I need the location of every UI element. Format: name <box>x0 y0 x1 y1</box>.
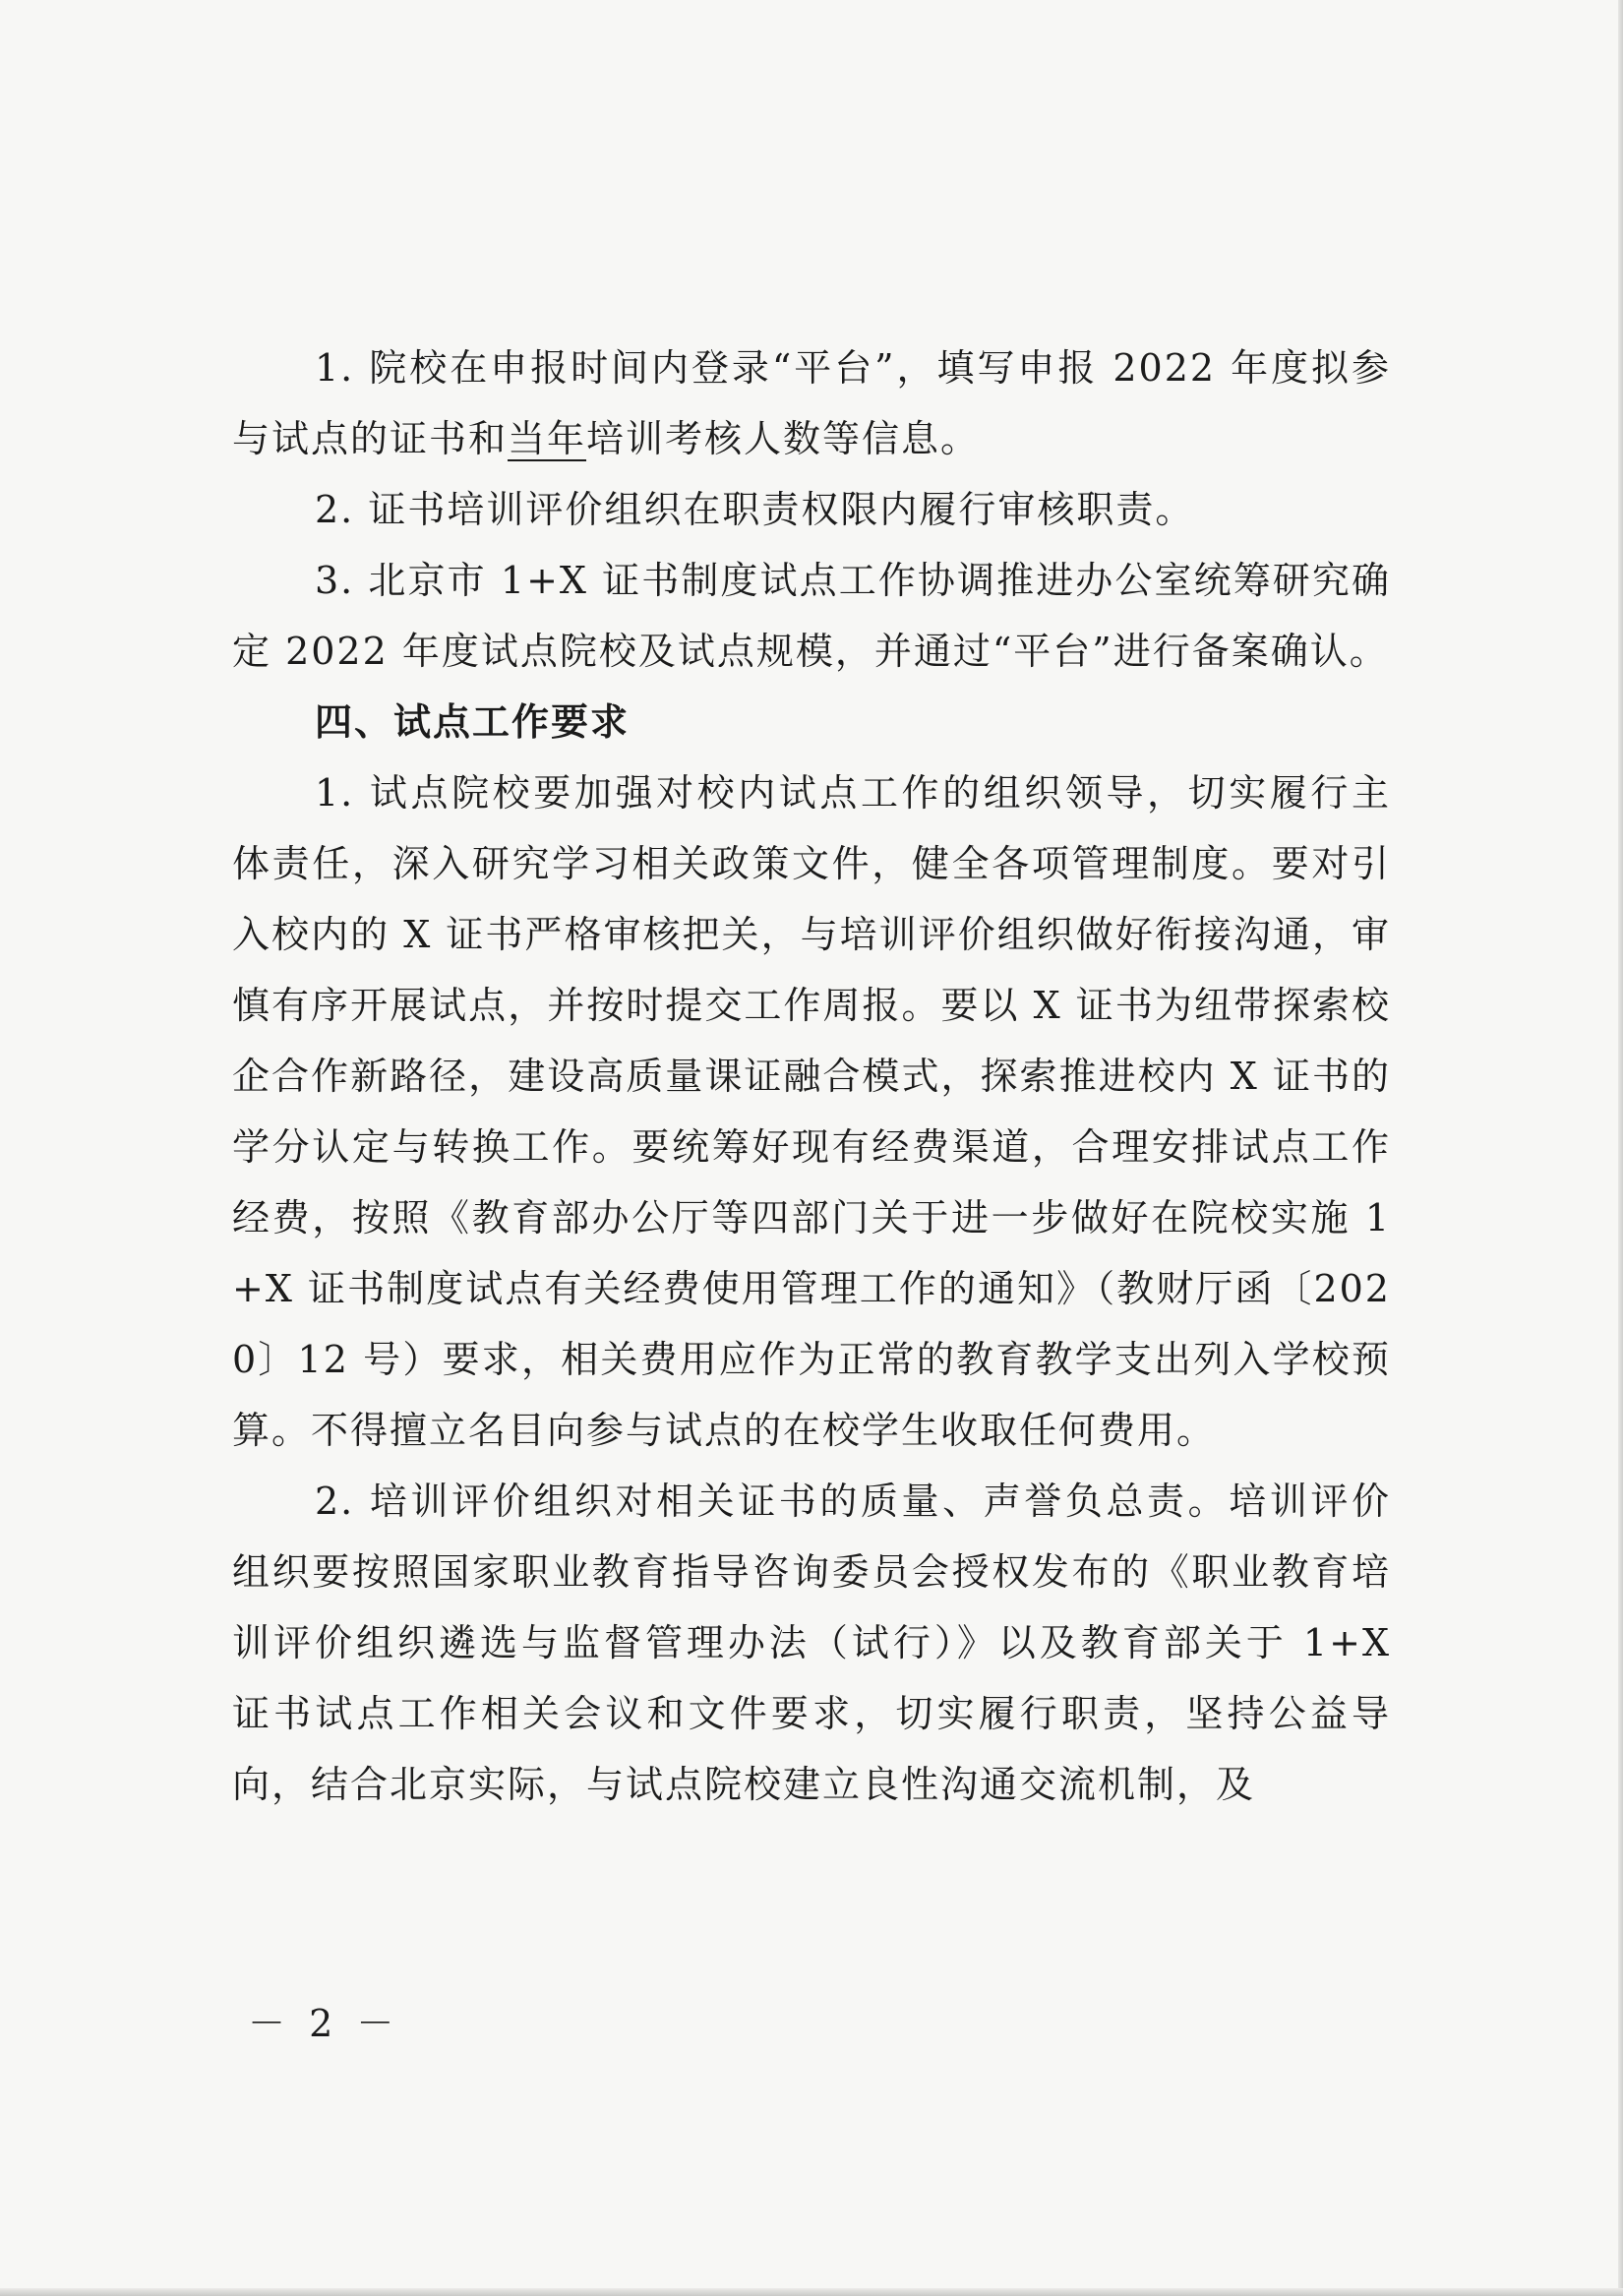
section-heading: 四、试点工作要求 <box>315 700 631 744</box>
document-body <box>232 332 1391 1820</box>
paragraph-application-step-1 <box>232 332 1391 474</box>
paragraph-text: 1. 院校在申报时间内登录“平台”，填写申报 2022 年度拟参与试点的证书和 <box>232 346 1391 460</box>
paragraph-requirement-2: 2. 培训评价组织对相关证书的质量、声誉负总责。培训评价组织要按照国家职业教育指导咨询委员会授权发布的《职业教育培训评价组织遴选与监督管理办法（试行）》以及教育部关于 1+X 证书试点工作相关会议和文件要求，切实履行职责，坚持公益导向，结合北京实际，与试点院校建立良性沟通交流机制，及 <box>232 1480 1391 1806</box>
paragraph-requirement-1: 1. 试点院校要加强对校内试点工作的组织领导，切实履行主体责任，深入研究学习相关政策文件，健全各项管理制度。要对引入校内的 X 证书严格审核把关，与培训评价组织做好衔接沟通，审慎有序开展试点，并按时提交工作周报。要以 X 证书为纽带探索校企合作新路径，建设高质量课证融合模式，探索推进校内 X 证书的学分认定与转换工作。要统筹好现有经费渠道，合理安排试点工作经费，按照《教育部办公厅等四部门关于进一步做好在院校实施 1+X 证书制度试点有关经费使用管理工作的通知》（教财厅函〔2020〕12 号）要求，相关费用应作为正常的教育教学支出列入学校预算。不得擅立名目向参与试点的在校学生收取任何费用。 <box>232 771 1391 1452</box>
paragraph-application-step-2: 2. 证书培训评价组织在职责权限内履行审核职责。 <box>315 488 1195 531</box>
scan-edge-bottom <box>0 2288 1623 2296</box>
paragraph-application-step-3: 3. 北京市 1+X 证书制度试点工作协调推进办公室统筹研究确定 2022 年度试点院校及试点规模，并通过“平台”进行备案确认。 <box>232 559 1391 673</box>
scan-edge-right <box>1618 0 1623 2296</box>
underlined-text: 当年 <box>508 417 587 460</box>
paragraph-text: 培训考核人数等信息。 <box>586 417 981 460</box>
page-number: － 2 － <box>248 2002 400 2045</box>
